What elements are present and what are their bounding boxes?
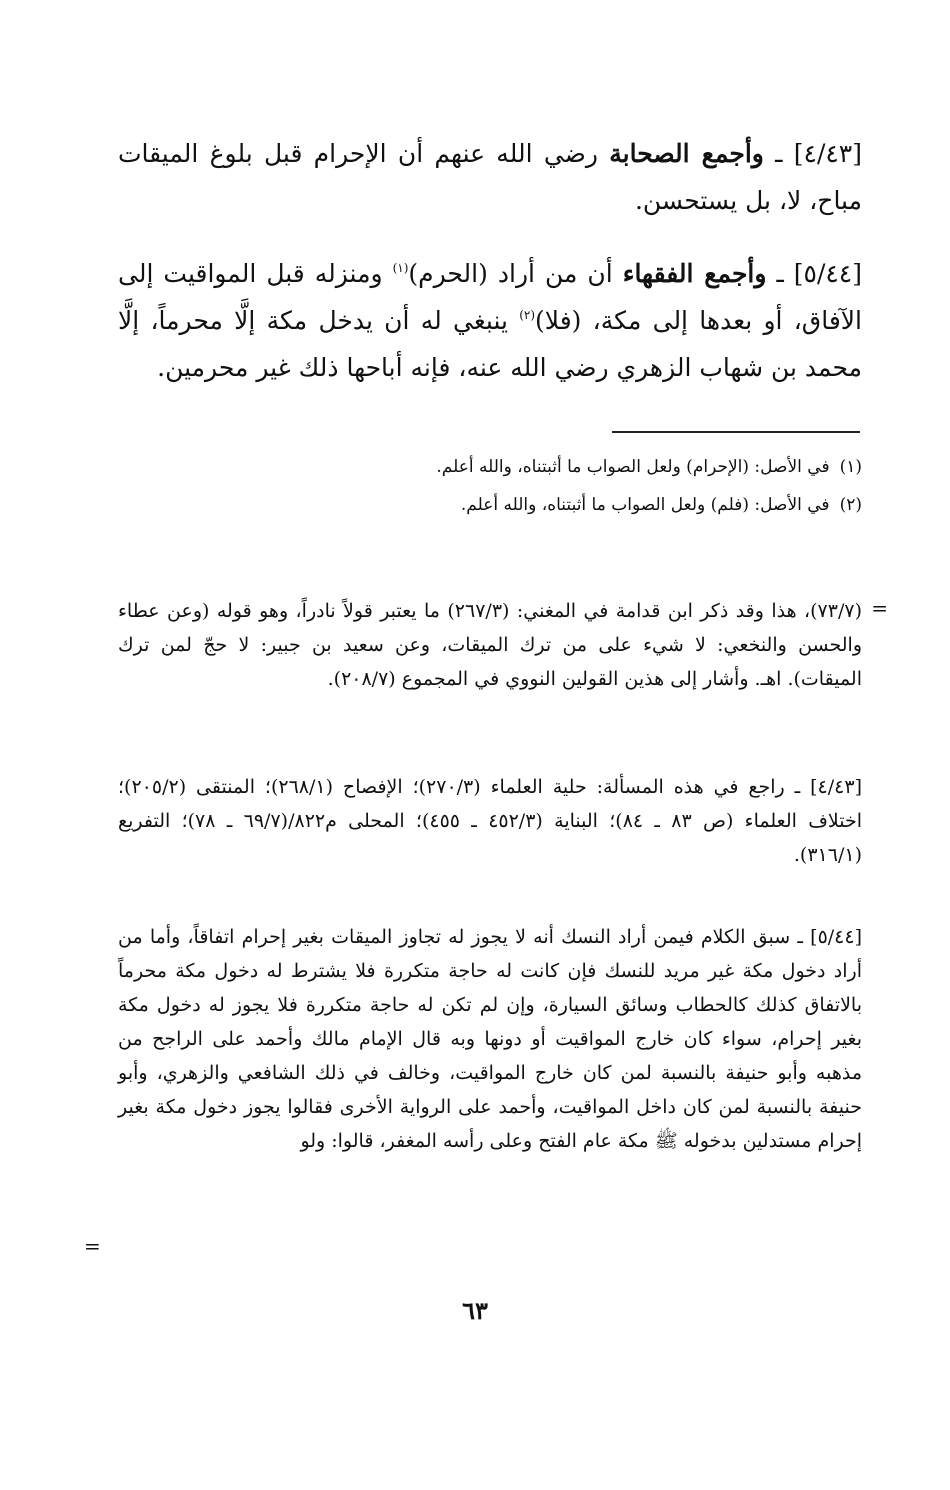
footnote-ref-2[interactable]: (٢) <box>519 308 536 322</box>
footnote-1-text: في الأصل: (الإحرام) ولعل الصواب ما أثبتناه، والله أعلم. <box>436 457 830 477</box>
continuation-mark-start: = <box>871 596 888 620</box>
note-44-number: [٥/٤٤] ـ <box>797 926 863 948</box>
continuation-mark-end: = <box>84 1234 101 1258</box>
footnote-2 <box>118 490 862 520</box>
footnote-separator <box>612 431 860 433</box>
note-continued-text: (٧٣/٧)، هذا وقد ذكر ابن قدامة في المغني: (٢٦٧/٣) ما يعتبر قولاً نادراً، وهو قوله (وعن عطاء والحسن والنخعي: لا شيء على من ترك الميقات، وعن سعيد بن جبير: لا حجّ لمن ترك الميقات). اهـ. وأشار إلى هذين القولين النووي في المجموع (٢٠٨/٧). <box>118 600 862 690</box>
issue-number-44: [٥/٤٤] ـ <box>776 259 862 288</box>
footnote-2-number: (٢) <box>839 495 862 515</box>
paragraph-43-text: رضي الله عنهم أن الإحرام قبل بلوغ الميقات مباح، لا، بل يستحسن. <box>118 139 862 215</box>
consensus-heading-companions: وأجمع الصحابة <box>609 139 764 168</box>
consensus-heading-jurists: وأجمع الفقهاء <box>622 259 767 288</box>
footnote-1-number: (١) <box>839 457 862 477</box>
note-43-text: راجع في هذه المسألة: حلية العلماء (٢٧٠/٣)؛ الإفصاح (٢٦٨/١)؛ المنتقى (٢٠٥/٢)؛ اختلاف العلماء (ص ٨٣ ـ ٨٤)؛ البناية (٤٥٢/٣ ـ ٤٥٥)؛ المحلى م٨٢٢/(٦٩/٧ ـ ٧٨)؛ التفريع (٣١٦/١). <box>118 776 862 866</box>
note-43 <box>118 770 862 872</box>
page-number: ٦٣ <box>462 1296 488 1325</box>
footnote-ref-1[interactable]: (١) <box>392 261 409 275</box>
footnote-2-text: في الأصل: (فلم) ولعل الصواب ما أثبتناه، والله أعلم. <box>460 495 830 515</box>
paragraph-44-text-3: ينبغي له أن يدخل مكة إلَّا محرماً، إلَّا محمد بن شهاب الزهري رضي الله عنه، فإنه أباحها ذلك غير محرمين. <box>118 306 862 382</box>
footnote-1 <box>118 452 862 482</box>
note-continued <box>118 594 862 696</box>
note-44-text: سبق الكلام فيمن أراد النسك أنه لا يجوز له تجاوز الميقات بغير إحرام اتفاقاً، وأما من أراد دخول مكة غير مريد للنسك فإن كانت له حاجة متكررة فلا يشترط له دخول مكة محرماً بالاتفاق كذلك كالحطاب وسائق السيارة، وإن لم تكن له حاجة متكررة فلا يجوز له دخول مكة بغير إحرام، سواء كان خارج المواقيت أو دونها وبه قال الإمام مالك وأحمد على الراجح من مذهبه وأبو حنيفة بالنسبة لمن كان خارج المواقيت، وخالف في ذلك الشافعي والزهري، وأبو حنيفة بالنسبة لمن كان داخل المواقيت، وأحمد على الرواية الأخرى فقالوا يجوز دخول مكة بغير إحرام مستدلين بدخوله ﷺ مكة عام الفتح وعلى رأسه المغفر، قالوا: ولو <box>118 926 862 1152</box>
paragraph-44-text-2: ومنزله قبل المواقيت إلى الآفاق، أو بعدها إلى مكة، (فلا) <box>118 259 862 335</box>
paragraph-44-text-1: أن من أراد (الحرم) <box>408 259 623 288</box>
paragraph-43 <box>118 130 862 224</box>
note-44 <box>118 920 862 1158</box>
paragraph-44 <box>118 250 862 391</box>
issue-number-43: [٤/٤٣] ـ <box>775 139 862 168</box>
note-43-number: [٤/٤٣] ـ <box>794 776 862 798</box>
